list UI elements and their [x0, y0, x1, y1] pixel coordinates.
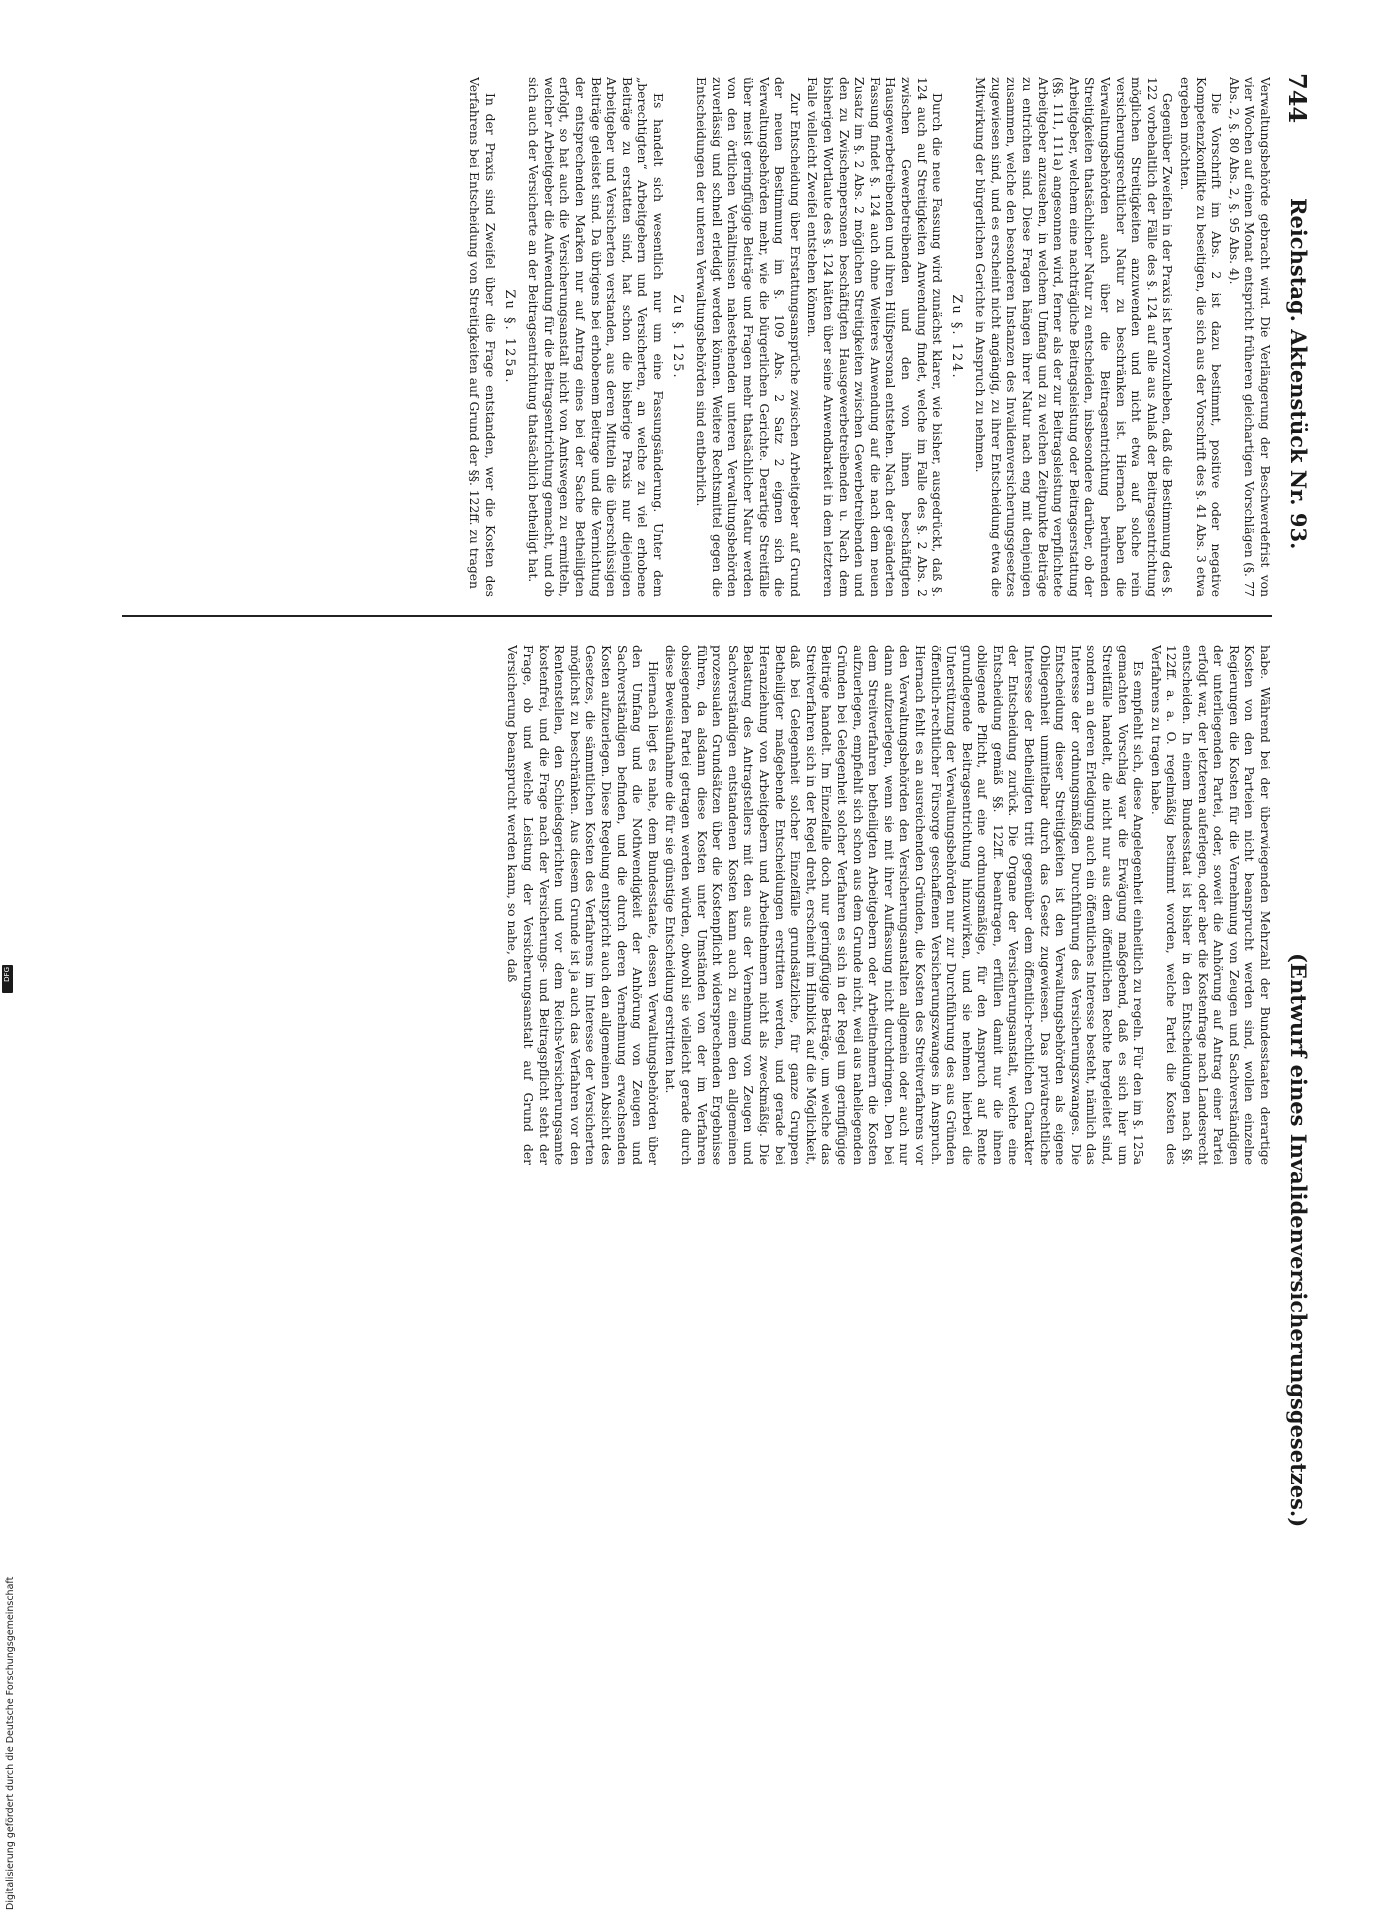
- page-number: 744: [1283, 73, 1312, 124]
- section-heading: Zu §. 124.: [948, 294, 964, 380]
- paragraph: habe. Während bei der überwiegenden Mehrzahl der Bundesstaaten derartige Kosten von den Parteien nicht beansprucht werden sind, wollen einzelne Regierungen die Kosten für die Vernehmung von Zeugen und Sachverständigen der unterliegenden Partei, oder, soweit die Anhörung auf Antrag einer Partei erfolgt war, der letzteren auferlegen, oder aber die Kostenfrage nach Landesrecht entscheiden. In einem Bundesstaat ist bisher in den Entscheidungen nach §§. 122ff. a. a. O. regelmäßig bestimmt worden, welche Partei die Kosten des Verfahrens zu tragen habe.: [1148, 645, 1272, 1165]
- running-head-title: Reichstag. Aktenstück Nr. 93.: [1286, 198, 1311, 550]
- left-text-column: [122, 77, 1272, 597]
- dfg-logo-text: DFG: [3, 967, 11, 982]
- column-divider: [122, 615, 1272, 617]
- section-heading: Zu §. 125a.: [501, 289, 517, 385]
- right-text-column: [122, 645, 1272, 1165]
- paragraph: Zur Entscheidung über Erstattungsansprüche zwischen Arbeitgeber auf Grund der neuen Bestimmung im §. 109 Abs. 2 Satz 2 eignen sich die Verwaltungsbehörden mehr, wie die bürgerlichen Gerichte. Derartige Streitfälle über meist geringfügige Beiträge und Fragen mehr thatsächlicher Natur werden von den örtlichen Verhältnissen nahestehenden unteren Verwaltungsbehörden zuverlässig und schnell erledigt werden können. Weitere Rechtsmittel gegen die Entscheidungen der unteren Verwaltungsbehörden sind entbehrlich.: [694, 77, 802, 597]
- digitization-note: Digitalisierung gefördert durch die Deutsche Forschungsgemeinschaft: [5, 1576, 16, 1910]
- paragraph: Durch die neue Fassung wird zunächst klarer, wie bisher, ausgedrückt, daß §. 124 auch auf Streitigkeiten Anwendung findet, welche im Falle des §. 2 Abs. 2 zwischen Gewerbetreibenden und den von ihnen beschäftigten Hausgewerbetreibenden und ihren Hülfspersonal entstehen. Nach der geänderten Fassung findet §. 124 auch ohne Weiteres Anwendung auf die nach dem neuen Zusatz im §. 2 Abs. 2 möglichen Streitigkeiten zwischen Gewerbetreibenden und den zu Zwischenpersonen beschäftigten Hausgewerbetreibenden u. Nach dem bisherigen Wortlaute des §. 124 hätten über seine Anwendbarkeit in dem letzteren Falle vielleicht Zweifel entstehen können.: [805, 77, 945, 597]
- paragraph: In der Praxis sind Zweifel über die Frage entstanden, wer die Kosten des Verfahrens bei Entscheidung von Streitigkeiten auf Grund der §§. 122ff. zu tragen: [467, 77, 498, 597]
- paragraph: Es handelt sich wesentlich nur um eine Fassungsänderung. Unter dem „berechtigten“ Arbeitgebern und Versicherten, an welche zu viel erhobene Beiträge zu erstatten sind, hat schon die bisherige Praxis nur diejenigen Arbeitgeber und Versicherten verstanden, aus deren Mitteln die überschüssigen Beiträge geleistet sind. Da übrigens bei erhobenem Beitrage und die Vernichtung der entsprechenden Marken nur auf Antrag eines bei der Sache Betheiligten erfolgt, so hat auch die Versicherungsanstalt nicht von Amtswegen zu ermitteln, welcher Arbeitgeber die Aufwendung für die Beitragsentrichtung gemacht, und ob sich auch der Versicherte an der Beitragsentrichtung thatsächlich betheiligt hat.: [526, 77, 666, 597]
- paragraph: Die Vorschrift im Abs. 2 ist dazu bestimmt, positive oder negative Kompetenzkonflikte zu beseitigen, die sich aus der Vorschrift des §. 41 Abs. 3 etwa ergeben möchten.: [1178, 77, 1224, 597]
- scanned-page: [22, 55, 1312, 1528]
- paragraph: Verwaltungsbehörde gebracht wird. Die Verlängerung der Beschwerdefrist von vier Wochen auf einen Monat entspricht früheren gleichartigen Vorschlägen (§. 77 Abs. 2, §. 80 Abs. 2, §. 95 Abs. 4).: [1226, 77, 1272, 597]
- digitization-footer: [4, 920, 16, 1920]
- paragraph: Gegenüber Zweifeln in der Praxis ist hervorzuheben, daß die Bestimmung des §. 122 vorbehaltlich der Fälle des §. 124 auf alle aus Anlaß der Beitragsentrichtung möglichen Streitigkeiten anzuwenden und nicht etwa auf solche rein versicherungsrechtlicher Natur zu beschränken ist. Hiernach haben die Verwaltungsbehörden auch über die Beitragsentrichtung berührenden Streitigkeiten thatsächlicher Natur zu entscheiden, insbesondere darüber, ob der Arbeitgeber, welchem eine nachträgliche Beitragsleistung oder Beitragserstattung (§§. 111, 111a) angesonnen wird, ferner als der zur Beitragsleistung verpflichtete Arbeitgeber anzusehen, in welchem Umfang und zu welchen Zeitpunkte Beiträge zu entrichten sind. Diese Fragen hängen ihrer Natur nach eng mit denjenigen zusammen, welche den besonderen Instanzen des Invalidenversicherungsgesetzes zugewiesen sind, und es erscheint nicht angängig, zu ihrer Entscheidung etwa die Mitwirkung der bürgerlichen Gerichte in Anspruch zu nehmen.: [973, 77, 1175, 597]
- paragraph: Hiernach liegt es nahe, dem Bundesstaate, dessen Verwaltungsbehörden über den Umfang und die Nothwendigkeit der Anhörung von Zeugen und Sachverständigen befinden, und die durch deren Vernehmung erwachsenden Kosten aufzuerlegen. Diese Regelung entspricht auch den allgemeinen Absicht des Gesetzes, die sämmtlichen Kosten des Verfahrens im Interesse der Versicherten möglichst zu beschränken. Aus diesem Grunde ist ja auch das Verfahren vor den Rentenstellen, den Schiedsgerichten und vor dem Reichs-Versicherungsamte kostenfrei, und die Frage nach der Versicherungs- und Beitragspflicht steht der Frage, ob und welche Leistung der Versicherungsanstalt auf Grund der Versicherung beansprucht werden kann, so nahe, daß: [505, 645, 660, 1165]
- section-heading: Zu §. 125.: [669, 294, 685, 380]
- running-head-subtitle: (Entwurf eines Invalidenversicherungsgesetzes.): [1286, 953, 1311, 1528]
- running-head: [1282, 73, 1312, 1528]
- paragraph: Es empfiehlt sich, diese Angelegenheit einheitlich zu regeln. Für den im §. 125a gemachten Vorschlag war die Erwägung maßgebend, daß es sich hier um Streitfälle handelt, die nicht nur aus dem öffentlichen Rechte hergeleitet sind, sondern an deren Erledigung auch ein öffentliches Interesse besteht, nämlich das Interesse der ordnungsmäßigen Durchführung des Versicherungszwanges. Die Entscheidung dieser Streitigkeiten ist den Verwaltungsbehörden als eigene Obliegenheit unmittelbar durch das Gesetz zugewiesen. Das privatrechtliche Interesse der Betheiligten tritt gegenüber dem öffentlich-rechtlichen Charakter der Entscheidung zurück. Die Organe der Versicherungsanstalt, welche eine Entscheidung gemäß §§. 122ff. beantragen, erfüllen damit nur die ihnen obliegende Pflicht, auf eine ordnungsmäßige, für den Anspruch auf Rente grundlegende Beitragsentrichtung hinzuwirken, und sie nehmen hierbei die Unterstützung der Verwaltungsbehörden nur zur Durchführung des aus Gründen öffentlich-rechtlicher Fürsorge geschaffenen Versicherungszwanges in Anspruch. Hiernach fehlt es an ausreichenden Gründen, die Kosten des Streitverfahrens vor den Verwaltungsbehörden den Versicherungsanstalten allgemein oder auch nur dann aufzuerlegen, wenn sie mit ihrer Auffassung nicht durchdringen. Den bei dem Streitverfahren betheiligten Arbeitgebern oder Arbeitnehmern die Kosten aufzuerlegen, empfiehlt sich schon aus dem Grunde nicht, weil aus naheliegenden Gründen bei Gelegenheit solcher Verfahren es sich in der Regel um geringfügige Beiträge handelt. Im Einzelfalle doch nur geringfügige Beträge, um welche das Streitverfahren sich in der Regel dreht, erscheint im Hinblick auf die Möglichkeit, daß bei Gelegenheit solcher Einzelfälle grundsätzliche, für ganze Gruppen Betheiligter maßgebende Entscheidungen erstritten werden, und gerade bei Heranziehung von Arbeitgebern und Arbeitnehmern nicht als zweckmäßig. Die Belastung des Antragstellers mit den aus der Vernehmung von Zeugen und Sachverständigen entstandenen Kosten kann auch zu einem den allgemeinen prozessualen Grundsätzen über die Kostenpflicht widersprechenden Ergebnisse führen, da alsdann diese Kosten unter Umständen von der im Verfahren obsiegenden Partei getragen werden würden, obwohl sie vielleicht gerade durch diese Beweisaufnahme die für sie günstige Entscheidung erstritten hat.: [663, 645, 1146, 1165]
- dfg-logo-icon: [2, 965, 13, 993]
